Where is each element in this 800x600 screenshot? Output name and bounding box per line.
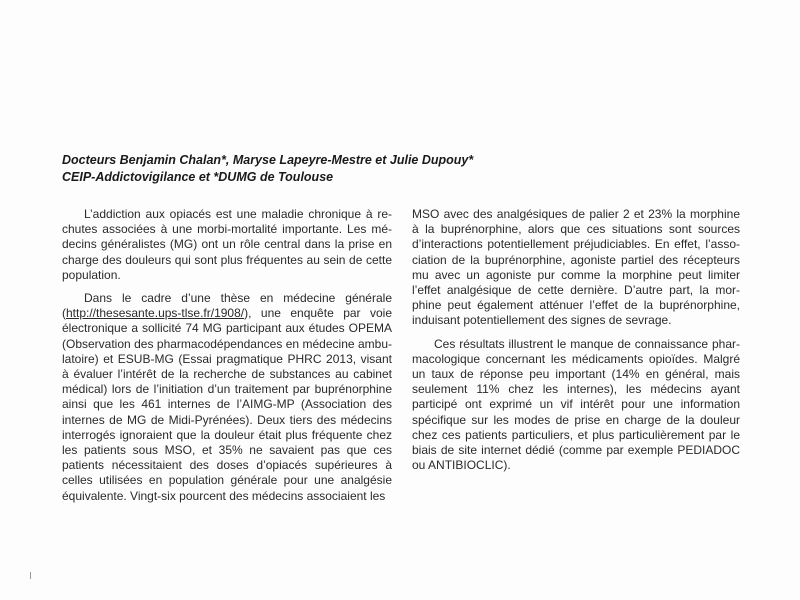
- left-column: [62, 207, 392, 512]
- survey-text-start: Dans le cadre d’une thèse en médecine générale (: [62, 291, 392, 321]
- scan-artifact-mark: [30, 572, 31, 579]
- paragraph-survey: [62, 291, 392, 504]
- article-header: [62, 152, 702, 186]
- survey-text-rest: ), une enquête par voie électronique a sollicité 74 MG participant aux études OPEMA (Observation des pharmacodépendances en médecine ambulatoire) et ESUB-MG (Essai pragmatique PHRC 2013, visant à évaluer l’intérêt de la recherche de substances au cabinet médical) lors de l’initiation d’un traitement par buprénorphine ainsi que les 461 internes de l’AIMG-MP (Association des internes de MG de Midi-Pyrénées). Deux tiers des médecins interrogés ignoraient que la douleur était plus fréquente chez les patients sous MSO, et 35% ne savaient pas que ces patients nécessitaient des doses d’opiacés supérieures à celles utilisées en population générale pour une analgésie équivalente. Vingt-six pourcent des médecins associaient les: [62, 306, 392, 503]
- affiliation-line: CEIP-Addictovigilance et *DUMG de Toulouse: [62, 170, 334, 184]
- paragraph-results: Ces résultats illustrent le manque de connaissance pharmacologique concernant les médicaments opioïdes. Malgré un taux de réponse peu important (14% en général, mais seulement 11% chez les internes), les médecins ayant participé ont exprimé un vif intérêt pour une information spécifique sur les modes de prise en charge de la douleur chez ces patients particuliers, et plus particulièrement par le biais de site internet dédié (comme par exemple PEDIADOC ou ANTIBIOCLIC).: [412, 336, 740, 473]
- paragraph-interactions: MSO avec des analgésiques de palier 2 et 23% la morphine à la buprénorphine, alors que ces situations sont sources d’interactions potentiellement préjudiciables. En effet, l’association de la buprénorphine, agoniste partiel des récepteurs mu avec un agoniste pur comme la morphine peut limiter l’effet analgésique de cette dernière. D’autre part, la morphine peut également atténuer l’effet de la buprénorphine, induisant potentiellement des signes de sevrage.: [412, 207, 740, 328]
- thesis-link[interactable]: http://thesesante.ups-tlse.fr/1908/: [66, 306, 245, 321]
- authors-line: Docteurs Benjamin Chalan*, Maryse Lapeyre-Mestre et Julie Dupouy*: [62, 153, 474, 167]
- right-column: [412, 207, 740, 481]
- paragraph-intro: L’addiction aux opiacés est une maladie chronique à rechutes associées à une morbi-mortalité importante. Les médecins généralistes (MG) ont un rôle central dans la prise en charge des douleurs qui sont plus fréquentes au sein de cette population.: [62, 207, 392, 282]
